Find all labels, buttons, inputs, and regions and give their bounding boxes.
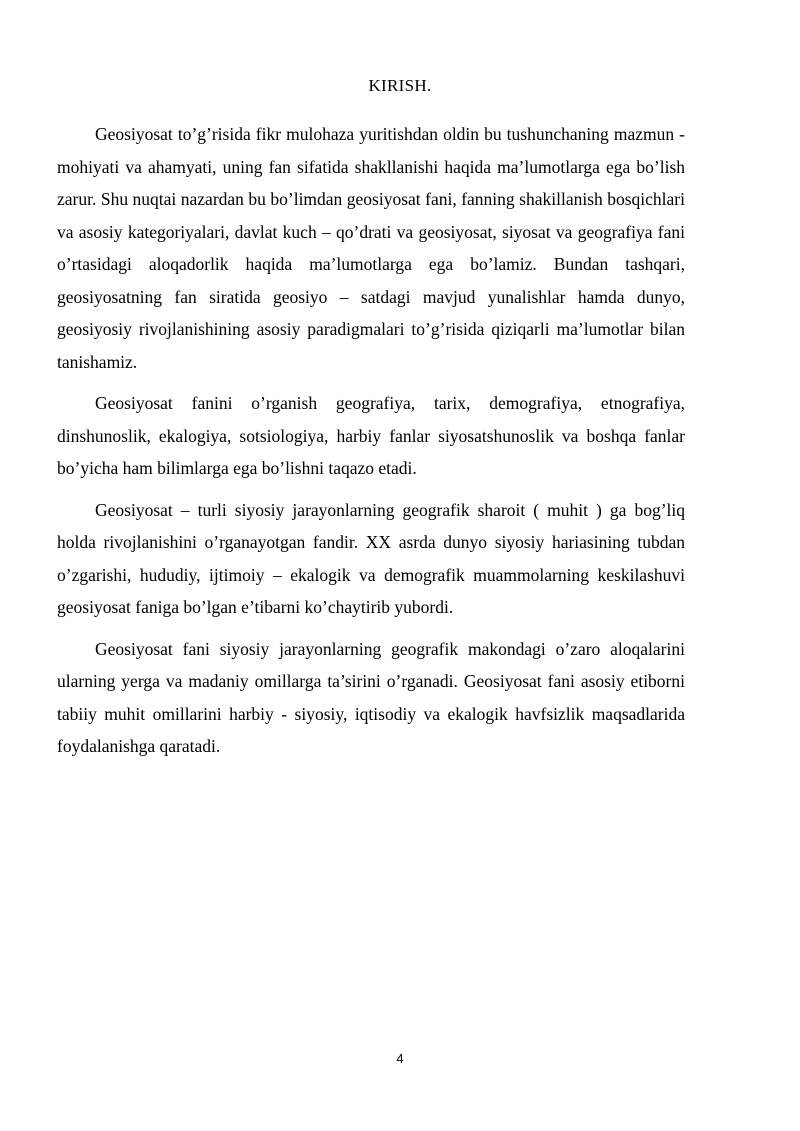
page-number: 4	[396, 1051, 404, 1066]
paragraph-intro: Geosiyosat to’g’risida fikr mulohaza yuritishdan oldin bu tushunchaning mazmun - mohiyati va ahamyati, uning fan sifatida shakllanishi haqida ma’lumotlarga ega bo’lish zarur. Shu nuqtai nazardan bu bo’limdan geosiyosat fani, fanning shakillanish bosqichlari va asosiy kategoriyalari, davlat kuch – qo’drati va geosiyosat, siyosat va geografiya fani o’rtasidagi aloqadorlik haqida ma’lumotlarga ega bo’lamiz. Bundan tashqari, geosiyosatning fan siratida geosiyo – satdagi mavjud yunalishlar hamda dunyo, geosiyosiy rivojlanishining asosiy paradigmalari to’g’risida qiziqarli ma’lumotlar bilan tanishamiz.	[57, 124, 685, 372]
paragraph-focus: Geosiyosat fani siyosiy jarayonlarning geografik makondagi o’zaro aloqalarini ularning yerga va madaniy omillarga ta’sirini o’rganadi. Geosiyosat fani asosiy etiborni tabiiy muhit omillarini harbiy - siyosiy, iqtisodiy va ekalogik havfsizlik maqsadlarida foydalanishga qaratadi.	[57, 638, 685, 756]
body-text	[57, 118, 685, 772]
paragraph-disciplines: Geosiyosat fanini o’rganish geografiya, tarix, demografiya, etnografiya, dinshunoslik, ekalogiya, sotsiologiya, harbiy fanlar siyosatshunoslik va boshqa fanlar bo’yicha ham bilimlarga ega bo’lishni taqazo etadi.	[57, 393, 685, 478]
paragraph-definition: Geosiyosat – turli siyosiy jarayonlarning geografik sharoit ( muhit ) ga bog’liq holda rivojlanishini o’rganayotgan fandir. XX asrda dunyo siyosiy hariasining tubdan o’zgarishi, hududiy, ijtimoiy – ekalogik va demografik muammolarning keskilashuvi geosiyosat faniga bo’lgan e’tibarni ko’chaytirib yubordi.	[57, 499, 685, 617]
page-title: KIRISH.	[368, 76, 432, 95]
